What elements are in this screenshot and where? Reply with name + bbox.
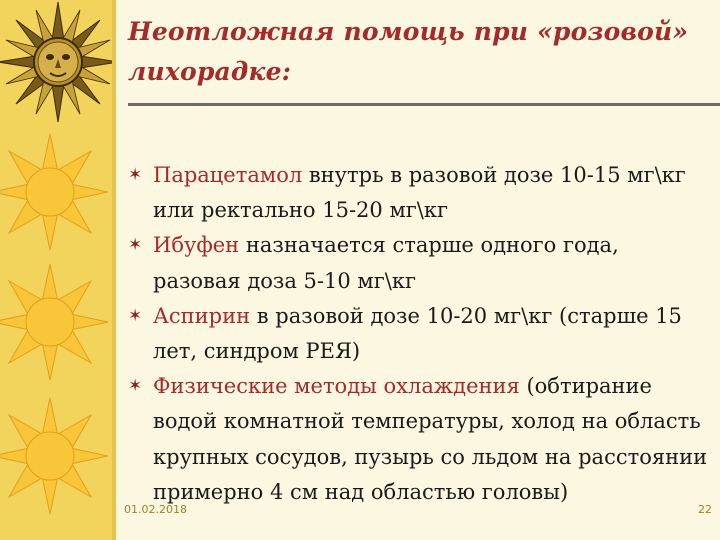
list-item xyxy=(128,369,712,510)
bullet-star-icon: ✶ xyxy=(128,305,143,326)
sun-icon xyxy=(0,128,112,258)
sun-icon xyxy=(0,258,112,388)
bullet-star-icon: ✶ xyxy=(128,376,143,397)
item-text: в разовой дозе 10-20 мг\кг (старше 15 лет, синдром РЕЯ) xyxy=(153,303,682,364)
slide-title xyxy=(128,12,698,92)
sun-icon xyxy=(0,392,112,522)
item-text: назначается старше одного года, разовая доза 5-10 мг\кг xyxy=(153,233,619,293)
item-text: внутрь в разовой дозе 10-15 мг\кг или ректально 15-20 мг\кг xyxy=(153,163,686,223)
slide-number: 22 xyxy=(698,503,712,516)
list-item xyxy=(128,158,712,228)
title-line-2: лихорадке: xyxy=(128,57,292,86)
method-name: Физические методы охлаждения xyxy=(153,374,520,399)
drug-name: Ибуфен xyxy=(153,233,240,258)
drug-name: Парацетамол xyxy=(153,163,303,187)
list-item xyxy=(128,228,712,298)
title-line-1: Неотложная помощь при «розовой» xyxy=(128,17,689,46)
stripe-edge xyxy=(112,0,116,540)
bullet-star-icon: ✶ xyxy=(128,235,143,256)
bullet-star-icon: ✶ xyxy=(128,165,143,185)
list-item xyxy=(128,299,712,369)
footer-date: 01.02.2018 xyxy=(124,503,187,516)
title-underline xyxy=(128,103,720,106)
item-text: (обтирание водой комнатной температуры, холод на область крупных сосудов, пузырь со льдом на расстоянии примерно 4 см над областью головы) xyxy=(153,374,708,504)
sun-face-icon xyxy=(0,0,112,130)
drug-name: Аспирин xyxy=(153,303,251,328)
bullet-list xyxy=(128,158,712,510)
